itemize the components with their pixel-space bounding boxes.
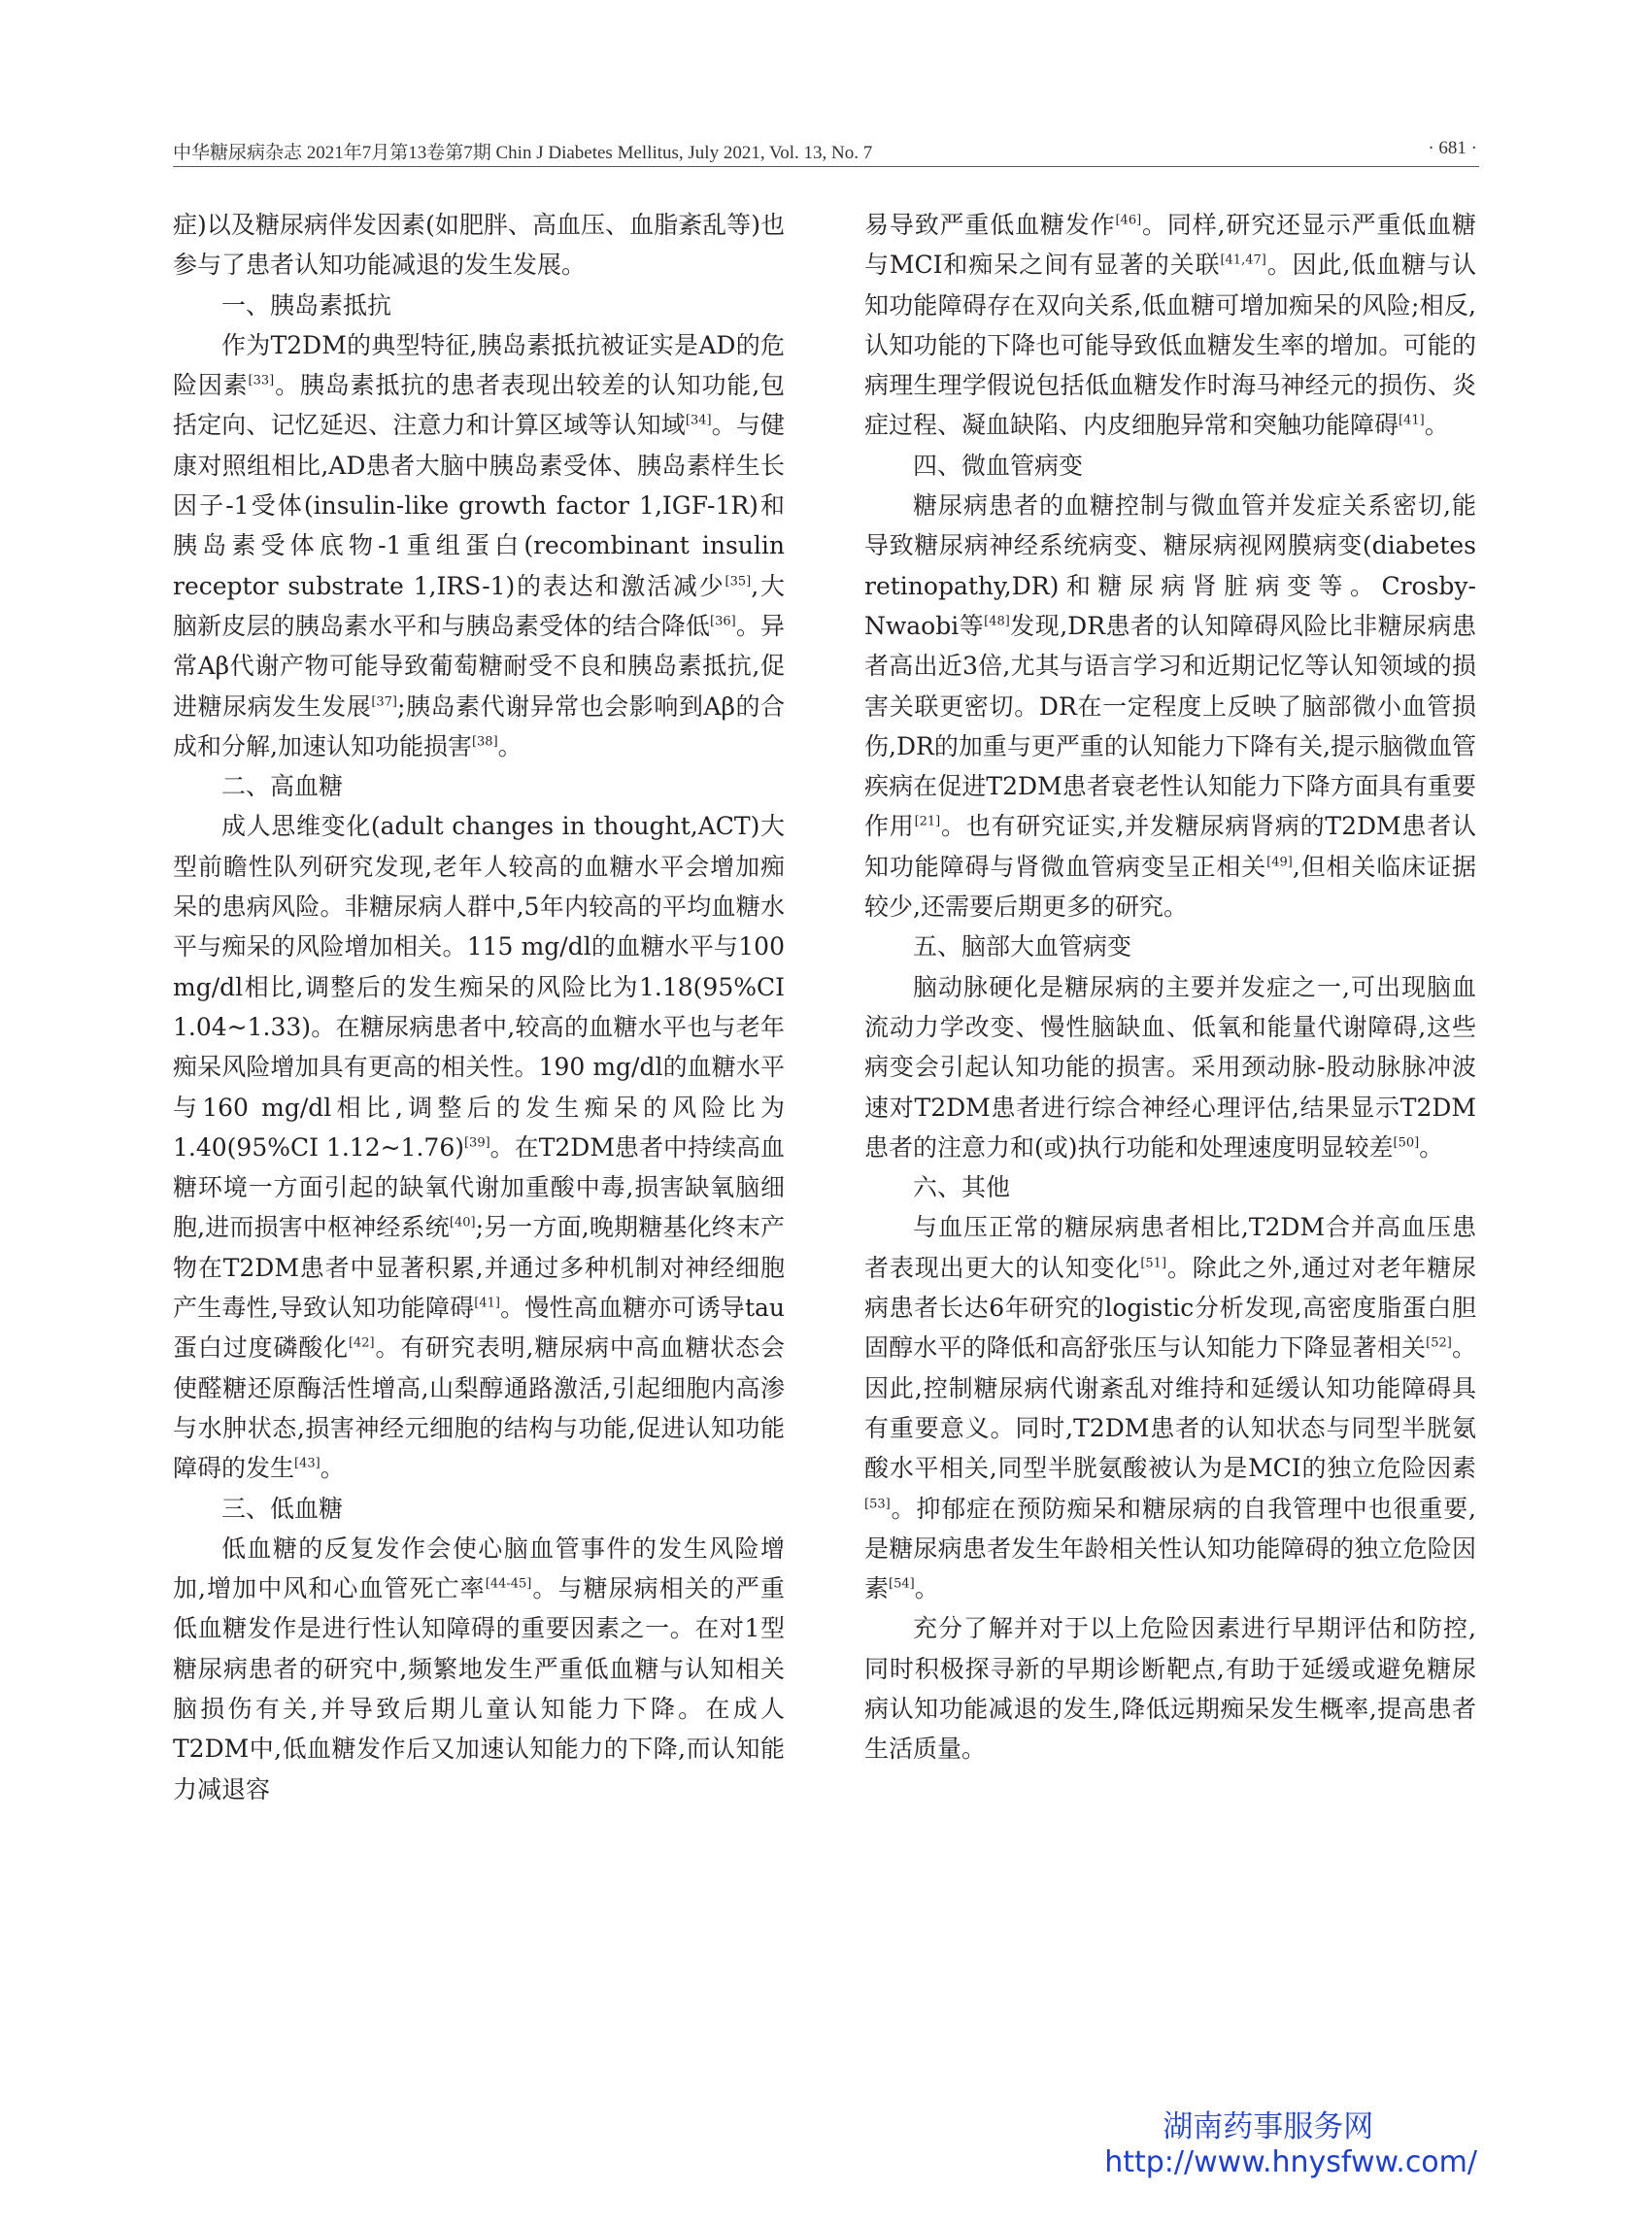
header-rule: [173, 166, 1479, 167]
text-run: 。: [914, 1574, 939, 1603]
text-run: ;胰岛素代谢异常也会影响到Aβ的合成和分解,加速认知功能损害: [173, 691, 785, 760]
text-run: 。与糖尿病相关的严重低血糖发作是进行性认知障碍的重要因素之一。在对1型糖尿病患者的研究中,频繁地发生严重低血糖与认知相关脑损伤有关,并导致后期儿童认知能力下降。在成人T2DM中,低血糖发作后又加速认知能力的下降,而认知能力减退容: [173, 1574, 785, 1804]
section-heading: 三、低血糖: [221, 1494, 344, 1523]
paragraph: [864, 1608, 1476, 1769]
text-run: 。抑郁症在预防痴呆和糖尿病的自我管理中也很重要,是糖尿病患者发生年龄相关性认知功能障碍的独立危险因素: [864, 1494, 1476, 1603]
text-run: 。因此,低血糖与认知功能障碍存在双向关系,低血糖可增加痴呆的风险;相反,认知功能的下降也可能导致低血糖发生率的增加。可能的病理生理学假说包括低血糖发作时海马神经元的损伤、炎症过程、凝血缺陷、内皮细胞异常和突触功能障碍: [864, 251, 1476, 440]
left-column: [173, 205, 785, 1809]
paragraph: [864, 967, 1476, 1167]
text-run: 。也有研究证实,并发糖尿病肾病的T2DM患者认知功能障碍与肾微血管病变呈正相关: [864, 812, 1476, 881]
text-run: 。与健康对照组相比,AD患者大脑中胰岛素受体、胰岛素样生长因子-1受体(insulin-like growth factor 1,IGF-1R)和胰岛素受体底物-1重组蛋白(recombinant insulin receptor substrate 1,IRS-1)的表达和激活减少: [173, 411, 785, 600]
section-heading: 六、其他: [913, 1173, 1011, 1202]
citation-ref: [46]: [1115, 213, 1142, 228]
citation-ref: [51]: [1140, 1256, 1167, 1271]
right-column: [864, 205, 1476, 1770]
watermark-site-name: 湖南药事服务网: [1163, 2109, 1374, 2144]
text-run: 易导致严重低血糖发作: [864, 211, 1116, 239]
text-run: 。: [1424, 411, 1449, 440]
citation-ref: [41,47]: [1220, 253, 1266, 268]
text-run: 。除此之外,通过对老年糖尿病患者长达6年研究的logistic分析发现,高密度脂蛋白胆固醇水平的降低和高舒张压与认知能力下降显著相关: [864, 1253, 1476, 1363]
citation-ref: [50]: [1393, 1135, 1420, 1151]
citation-ref: [36]: [710, 614, 736, 629]
text-run: 。同样,研究还显示严重低血糖与MCI和痴呆之间有显著的关联: [864, 211, 1476, 280]
text-run: 。胰岛素抵抗的患者表现出较差的认知功能,包括定向、记忆延迟、注意力和计算区域等认知域: [173, 371, 785, 440]
citation-ref: [43]: [294, 1456, 320, 1471]
citation-ref: [54]: [889, 1576, 915, 1592]
section-heading: 一、胰岛素抵抗: [221, 290, 392, 320]
paragraph: [864, 1207, 1476, 1608]
citation-ref: [48]: [984, 614, 1010, 629]
citation-ref: [39]: [463, 1135, 490, 1151]
text-run: 发现,DR患者的认知障碍风险比非糖尿病患者高出近3倍,尤其与语言学习和近期记忆等认知领域的损害关联更密切。DR在一定程度上反映了脑部微小血管损伤,DR的加重与更严重的认知能力下降有关,提示脑微血管疾病在促进T2DM患者衰老性认知能力下降方面具有重要作用: [864, 611, 1476, 841]
journal-citation: 中华糖尿病杂志 2021年7月第13卷第7期 Chin J Diabetes Mellitus, July 2021, Vol. 13, No. 7: [173, 143, 873, 163]
citation-ref: [34]: [685, 414, 712, 429]
text-run: 。有研究表明,糖尿病中高血糖状态会使醛糖还原酶活性增高,山梨醇通路激活,引起细胞内高渗与水肿状态,损害神经元细胞的结构与功能,促进认知功能障碍的发生: [173, 1333, 785, 1483]
paragraph: [173, 806, 785, 1488]
text-run: ,大脑新皮层的胰岛素水平和与胰岛素受体的结合降低: [173, 571, 785, 640]
text-run: 作为T2DM的典型特征,胰岛素抵抗被证实是AD的危险因素: [173, 330, 785, 400]
citation-ref: [41]: [1399, 414, 1425, 429]
paragraph: [173, 325, 785, 766]
watermark-url[interactable]: http://www.hnysfww.com/: [1104, 2145, 1477, 2180]
text-run: 成人思维变化(adult changes in thought,ACT)大型前瞻性队列研究发现,老年人较高的血糖水平会增加痴呆的患病风险。非糖尿病人群中,5年内较高的平均血糖水平与痴呆的风险增加相关。115 mg/dl的血糖水平与100 mg/dl相比,调整后的发生痴呆的风险比为1.18(95%CI 1.04~1.33)。在糖尿病患者中,较高的血糖水平也与老年痴呆风险增加具有更高的相关性。190 mg/dl的血糖水平与160 mg/dl相比,调整后的发生痴呆的风险比为1.40(95%CI 1.12~1.76): [173, 812, 785, 1162]
paragraph: [864, 486, 1476, 927]
page-number: · 681 ·: [1428, 138, 1477, 158]
text-run: 低血糖的反复发作会使心脑血管事件的发生风险增加,增加中风和心血管死亡率: [173, 1534, 785, 1603]
text-run: 。: [1419, 1132, 1444, 1162]
text-run: 脑动脉硬化是糖尿病的主要并发症之一,可出现脑血流动力学改变、慢性脑缺血、低氧和能量代谢障碍,这些病变会引起认知功能的损害。采用颈动脉-股动脉脉冲波速对T2DM患者进行综合神经心理评估,结果显示T2DM患者的注意力和(或)执行功能和处理速度明显较差: [864, 972, 1476, 1162]
citation-ref: [41]: [474, 1296, 500, 1311]
citation-ref: [35]: [725, 574, 752, 590]
citation-ref: [52]: [1426, 1335, 1452, 1351]
citation-ref: [49]: [1266, 855, 1293, 870]
section-heading: 五、脑部大血管病变: [913, 932, 1132, 961]
citation-ref: [44-45]: [485, 1576, 532, 1592]
text-run: 。因此,控制糖尿病代谢紊乱对维持和延缓认知功能障碍具有重要意义。同时,T2DM患者的认知状态与同型半胱氨酸水平相关,同型半胱氨酸被认为是MCI的独立危险因素: [864, 1333, 1476, 1483]
text-run: 。慢性高血糖亦可诱导tau蛋白过度磷酸化: [173, 1294, 785, 1363]
section-heading: 四、微血管病变: [913, 451, 1084, 480]
paragraph: 症)以及糖尿病伴发因素(如肥胖、高血压、血脂紊乱等)也参与了患者认知功能减退的发生发展。: [173, 211, 785, 280]
paragraph: [864, 205, 1476, 446]
text-run: 。异常Aβ代谢产物可能导致葡萄糖耐受不良和胰岛素抵抗,促进糖尿病发生发展: [173, 611, 785, 721]
text-run: 糖尿病患者的血糖控制与微血管并发症关系密切,能导致糖尿病神经系统病变、糖尿病视网膜病变(diabetes retinopathy,DR)和糖尿病肾脏病变等。Crosby-Nwaobi等: [864, 491, 1476, 640]
citation-ref: [33]: [248, 373, 275, 388]
text-run: 充分了解并对于以上危险因素进行早期评估和防控,同时积极探寻新的早期诊断靶点,有助于延缓或避免糖尿病认知功能减退的发生,降低远期痴呆发生概率,提高患者生活质量。: [864, 1614, 1476, 1764]
running-header: [173, 134, 1479, 167]
text-run: 。: [320, 1454, 345, 1483]
paragraph: [173, 1529, 785, 1809]
text-run: 。在T2DM患者中持续高血糖环境一方面引起的缺氧代谢加重酸中毒,损害缺氧脑细胞,进而损害中枢神经系统: [173, 1132, 785, 1242]
citation-ref: [37]: [371, 694, 397, 710]
text-run: 与血压正常的糖尿病患者相比,T2DM合并高血压患者表现出更大的认知变化: [864, 1213, 1476, 1282]
citation-ref: [42]: [348, 1335, 375, 1351]
citation-ref: [21]: [914, 815, 941, 830]
section-heading: 二、高血糖: [221, 772, 344, 801]
citation-ref: [40]: [449, 1216, 476, 1231]
citation-ref: [53]: [864, 1497, 891, 1512]
watermark[interactable]: [1104, 2109, 1477, 2180]
text-run: ,但相关临床证据较少,还需要后期更多的研究。: [864, 852, 1476, 922]
citation-ref: [38]: [471, 734, 498, 750]
text-run: ;另一方面,晚期糖基化终末产物在T2DM患者中显著积累,并通过多种机制对神经细胞产生毒性,导致认知功能障碍: [173, 1213, 786, 1323]
text-run: 。: [497, 731, 523, 760]
